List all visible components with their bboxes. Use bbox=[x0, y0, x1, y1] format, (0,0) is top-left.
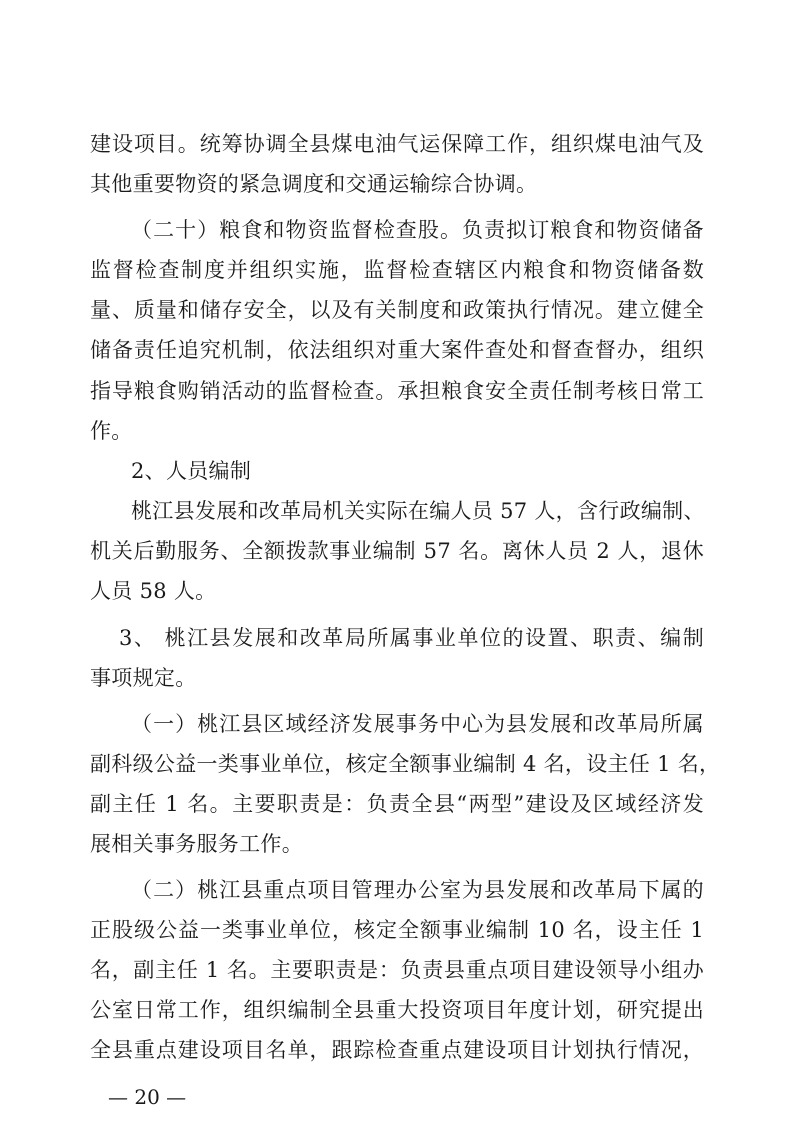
section-heading-line: （二十）粮食和物资监督检查股。负责拟订粮食和物资储备 bbox=[131, 218, 704, 242]
body-line: 监督检查制度并组织实施，监督检查辖区内粮食和物资储备数 bbox=[90, 258, 704, 282]
body-line: 量、质量和储存安全，以及有关制度和政策执行情况。建立健全 bbox=[90, 298, 704, 322]
body-line: 副主任 1 名。主要职责是：负责全县“两型”建设及区域经济发 bbox=[90, 792, 704, 816]
body-line: 全县重点建设项目名单，跟踪检查重点建设项目计划执行情况， bbox=[90, 1038, 704, 1062]
body-line: 建设项目。统筹协调全县煤电油气运保障工作，组织煤电油气及 bbox=[90, 132, 704, 156]
body-line: 指导粮食购销活动的监督检查。承担粮食安全责任制考核日常工 bbox=[90, 379, 704, 403]
body-line: 作。 bbox=[90, 419, 133, 443]
body-line: 公室日常工作，组织编制全县重大投资项目年度计划，研究提出 bbox=[90, 998, 704, 1022]
section-heading-line: （二）桃江县重点项目管理办公室为县发展和改革局下属的 bbox=[131, 878, 704, 902]
body-line: 副科级公益一类事业单位，核定全额事业编制 4 名，设主任 1 名， bbox=[90, 752, 721, 776]
section-heading-line: 3、 桃江县发展和改革局所属事业单位的设置、职责、编制 bbox=[119, 626, 704, 650]
body-line: 展相关事务服务工作。 bbox=[90, 832, 303, 856]
body-line: 桃江县发展和改革局机关实际在编人员 57 人，含行政编制、 bbox=[131, 499, 705, 523]
body-line: 事项规定。 bbox=[90, 666, 197, 690]
body-line: 正股级公益一类事业单位，核定全额事业编制 10 名，设主任 1 bbox=[90, 918, 704, 942]
body-line: 名，副主任 1 名。主要职责是：负责县重点项目建设领导小组办 bbox=[90, 958, 704, 982]
section-heading: 2、人员编制 bbox=[131, 459, 252, 483]
body-line: 人员 58 人。 bbox=[90, 579, 217, 603]
body-line: 其他重要物资的紧急调度和交通运输综合协调。 bbox=[90, 172, 538, 196]
page-number: — 20 — bbox=[108, 1085, 187, 1109]
body-line: 储备责任追究机制，依法组织对重大案件查处和督查督办，组织 bbox=[90, 338, 704, 362]
body-line: 机关后勤服务、全额拨款事业编制 57 名。离休人员 2 人，退休 bbox=[90, 539, 704, 563]
section-heading-line: （一）桃江县区域经济发展事务中心为县发展和改革局所属 bbox=[131, 712, 704, 736]
